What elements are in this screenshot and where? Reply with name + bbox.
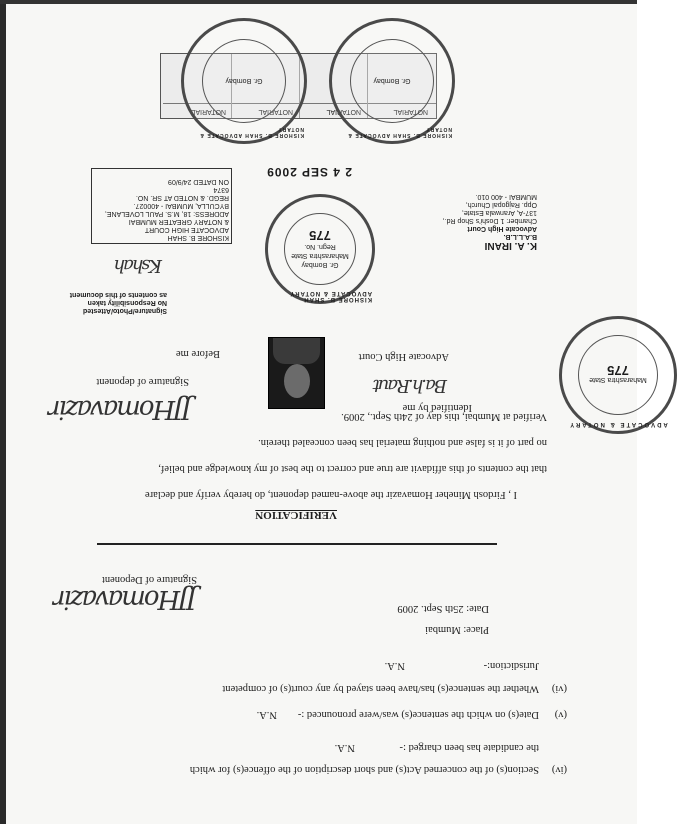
advocate-stamp-line-3: Opp. Rajgopal Church, <box>465 201 537 208</box>
item-vi-text-2: Jurisdiction:- <box>483 660 539 671</box>
notarial-seal-right-city: Gr. Bombay <box>225 77 263 85</box>
seal-ring-text: KISHORE B. SHAH ADVOCATE & NOTARY <box>289 290 372 302</box>
deponent-photo <box>268 337 325 409</box>
notarial-seal-left <box>326 18 455 144</box>
notarial-seal-right-ring: KISHORE B. SHAH ADVOCATE & NOTARY <box>199 126 304 138</box>
seal-inner <box>284 213 356 285</box>
advocate-stamp-name: K. A. IRANI <box>484 240 537 251</box>
deponent-signature-2: JJHomavazir <box>50 394 192 424</box>
disclaimer-line-2: No Responsibility taken <box>87 299 167 306</box>
verification-line-2: that the contents of this affidavit are true and correct to the best of my knowledge and belief, <box>158 463 547 474</box>
item-vi-label: (vi) <box>551 683 567 694</box>
verification-line-3: no part of it is false and nothing material has been concealed therein. <box>258 437 547 448</box>
before-me: Before me <box>175 348 220 359</box>
disclaimer-line-3: as contents of this document <box>69 291 167 298</box>
notary-info-box <box>91 168 232 244</box>
notary-regd: REGD. & NOTED AT SR. NO. <box>135 194 229 201</box>
photo-face <box>284 364 310 398</box>
seal-number: 775 <box>309 228 331 244</box>
date-stamp: 2 4 SEP 2009 <box>266 165 352 179</box>
notarial-seal-right <box>181 18 307 144</box>
round-notary-seal-edge <box>559 316 677 434</box>
notary-line-1: ADVOCATE HIGH COURT <box>144 226 229 233</box>
identified-by: Identified by me <box>402 402 472 413</box>
notarial-label-4: NOTARIAL <box>191 108 226 115</box>
verification-heading: VERIFICATION <box>255 509 337 521</box>
notary-date: 24/9/09 <box>168 178 192 185</box>
advocate-stamp-degree: B.A.L.L.B. <box>503 233 537 240</box>
notary-regd-no: 6374 <box>213 186 229 193</box>
notary-line-2: & NOTARY GREATER MUMBAI <box>128 218 229 225</box>
notary-on-dated: ON DATED <box>193 178 229 185</box>
seal-line-2: Maharashtra State <box>291 252 349 260</box>
seal-line-3: Regn. No. <box>304 243 336 251</box>
advocate-stamp-title: Advocate High Court <box>467 225 537 232</box>
item-vi-value: N.A. <box>384 660 405 671</box>
deponent-signature-label-2: Signature of deponent <box>96 376 189 387</box>
notary-signature: Kshah <box>115 255 162 276</box>
scan-edge-right <box>0 0 6 824</box>
photo-shoulders <box>273 338 320 364</box>
notary-line-4: BYCULLA, MUMBAI - 400027. <box>133 202 229 209</box>
item-iv-text: Section(s) of the concerned Act(s) and short description of the offence(s) for which <box>189 764 539 775</box>
deponent-signature-label-1: Signature of Deponent <box>101 574 197 585</box>
edge-seal-number: 775 <box>607 363 629 378</box>
scan-edge-bottom <box>0 0 637 4</box>
item-iv-label: (iv) <box>551 764 567 775</box>
notarial-seal-left-inner <box>350 39 434 123</box>
notarial-label-2: NOTARIAL <box>326 108 361 115</box>
item-iv-text-2: the candidate has been charged :- <box>399 742 539 753</box>
notarial-seal-right-inner <box>202 39 286 123</box>
advocate-stamp-line-2: 137-A, Aranwala Estate, <box>461 209 537 216</box>
item-vi-text: Whether the sentence(s) has/have been stayed by any court(s) of competent <box>222 683 539 694</box>
section-divider <box>97 543 497 545</box>
verification-line-4: Verified at Mumbai, this day of 24th Sept., 2009. <box>341 411 547 422</box>
advocate-stamp-line-4: MUMBAI - 400 010. <box>475 193 537 200</box>
disclaimer-line-1: Signature/Photo/Attested <box>82 307 167 314</box>
item-v-label: (v) <box>554 709 567 720</box>
notarial-label-1: NOTARIAL <box>393 108 428 115</box>
advocate-stamp-line-1: Chamber: 1 Doshi's Shop Rd., <box>442 217 537 224</box>
item-v-text: Date(s) on which the sentence(s) was/were pronounced :- <box>297 709 539 720</box>
round-notary-seal-center <box>265 194 375 304</box>
advocate-stamp <box>387 192 537 251</box>
notarial-seal-left-city: Gr. Bombay <box>373 77 411 85</box>
deponent-signature-1: JJHomavazir <box>55 584 197 614</box>
seal-line-1: Gr. Bombay <box>301 261 339 269</box>
verification-line-1: I , Firdosh Mineher Homavazir the above-named deponent, do hereby verify and declare <box>144 489 517 500</box>
edge-seal-ring: ADVOCATE & NOTARY <box>568 421 668 427</box>
date: Date: 25th Sept. 2009 <box>397 603 489 614</box>
notary-line-3: ADDRESS: 18, M.S. PAUL LOVELANE, <box>104 210 229 217</box>
edge-seal-line-1: Maharashtra State <box>589 376 647 383</box>
edge-seal-inner <box>578 335 658 415</box>
place: Place: Mumbai <box>425 624 489 635</box>
advocate-label: Advocate High Court <box>358 351 449 362</box>
advocate-signature: Ba.h.Raut <box>374 375 447 396</box>
notary-name: KISHORE B. SHAH <box>167 234 229 241</box>
item-v-value: N.A. <box>256 709 277 720</box>
notarial-label-3: NOTARIAL <box>258 108 293 115</box>
item-iv-value: N.A. <box>334 742 355 753</box>
notarial-seal-left-ring: KISHORE B. SHAH ADVOCATE & NOTARY <box>347 126 452 138</box>
disclaimer-block <box>70 290 167 314</box>
